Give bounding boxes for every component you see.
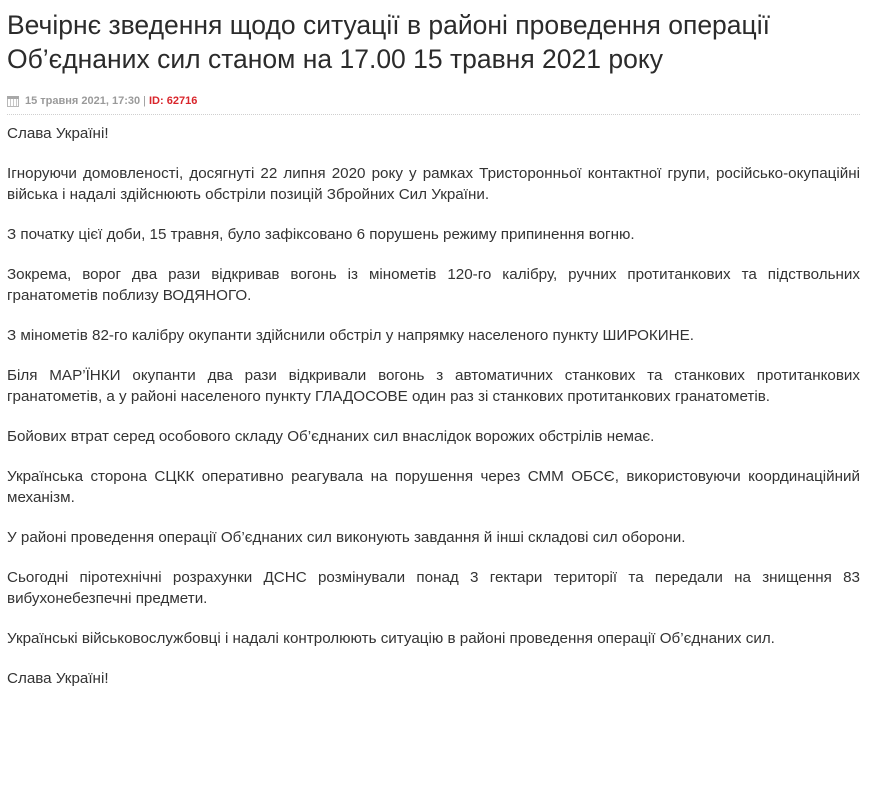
article-body [7, 123, 860, 689]
body-paragraph: Українські військовослужбовці і надалі контролюють ситуацію в районі проведення операції Об’єднаних сил. [7, 630, 775, 647]
article [7, 0, 860, 689]
article-meta [7, 93, 860, 109]
article-id-label: ID: [148, 95, 164, 107]
meta-divider [7, 114, 860, 115]
body-paragraph: Ігноруючи домовленості, досягнуті 22 липня 2020 року у рамках Тристоронньої контактної групи, російсько-окупаційні війська і надалі здійснюють обстріли позицій Збройних Сил України. [7, 165, 860, 203]
body-paragraph: З початку цієї доби, 15 травня, було зафіксовано 6 порушень режиму припинення вогню. [7, 226, 635, 243]
greeting-paragraph: Слава Україні! [7, 125, 109, 142]
body-paragraph: Українська сторона СЦКК оперативно реагувала на порушення через СММ ОБСЄ, використовуючи координаційний механізм. [7, 468, 860, 506]
body-paragraph: Біля МАР’ЇНКИ окупанти два рази відкривали вогонь з автоматичних станкових та станкових протитанкових гранатометів, а у районі населеного пункту ГЛАДОСОВЕ один раз зі станкових протитанкових гранатометів. [7, 367, 860, 405]
meta-separator: | [143, 95, 146, 107]
article-id-value: 62716 [166, 95, 198, 107]
publish-date: 15 травня 2021, 17:30 [25, 95, 141, 107]
body-paragraph: Зокрема, ворог два рази відкривав вогонь із мінометів 120-го калібру, ручних протитанкових та підствольних гранатометів поблизу ВОДЯНОГО. [7, 266, 860, 304]
body-paragraph: Сьогодні піротехнічні розрахунки ДСНС розмінували понад 3 гектари території та передали на знищення 83 вибухонебезпечні предмети. [7, 569, 860, 607]
closing-paragraph: Слава Україні! [7, 670, 109, 687]
body-paragraph: З мінометів 82-го калібру окупанти здійснили обстріл у напрямку населеного пункту ШИРОКИНЕ. [7, 327, 695, 344]
body-paragraph: У районі проведення операції Об’єднаних сил виконують завдання й інші складові сил оборони. [7, 529, 686, 546]
article-title: Вечірнє зведення щодо ситуації в районі проведення операції Об’єднаних сил станом на 17.00 15 травня 2021 року [7, 10, 770, 74]
body-paragraph: Бойових втрат серед особового складу Об’єднаних сил внаслідок ворожих обстрілів немає. [7, 428, 655, 445]
calendar-icon [7, 96, 19, 107]
